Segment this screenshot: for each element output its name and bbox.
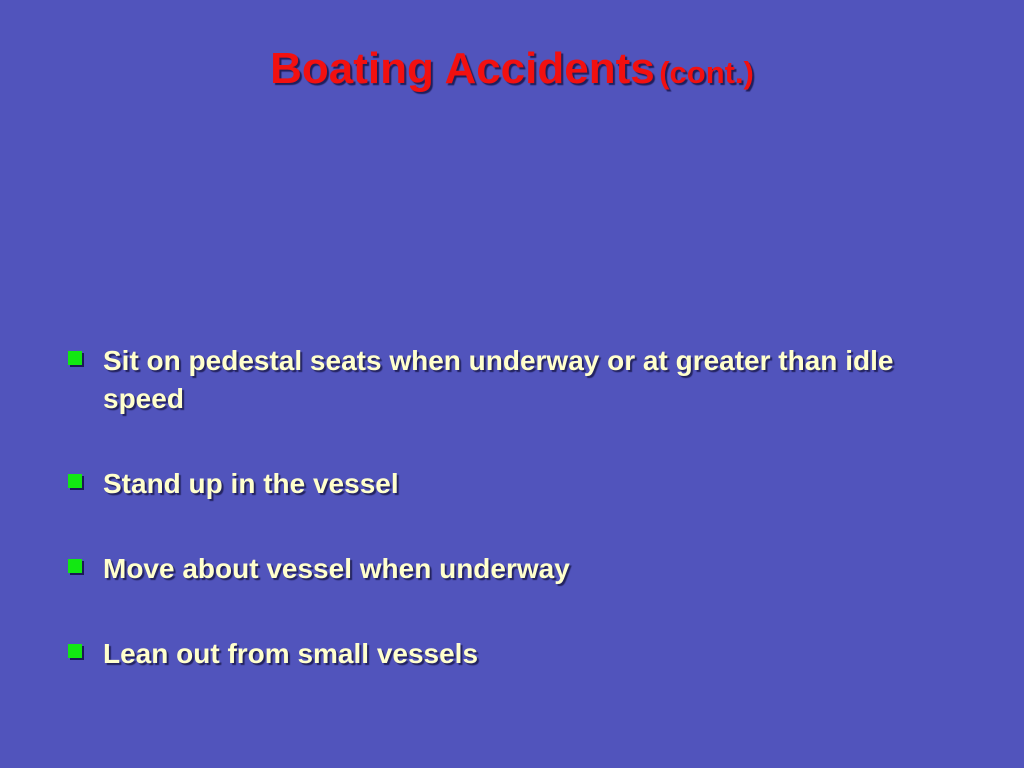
square-bullet-icon [68,644,82,658]
bullet-text: Sit on pedestal seats when underway or at greater than idle speed [103,345,894,414]
bullet-item [66,550,956,588]
slide-title-suffix: (cont.) [659,55,754,90]
bullet-list [66,342,956,720]
bullet-item [66,635,956,673]
slide-title-main: Boating Accidents [270,44,655,93]
bullet-text: Move about vessel when underway [103,553,570,584]
square-bullet-icon [68,559,82,573]
bullet-item [66,342,956,418]
slide-title [0,44,1024,94]
bullet-item [66,465,956,503]
square-bullet-icon [68,474,82,488]
bullet-text: Stand up in the vessel [103,468,399,499]
bullet-text: Lean out from small vessels [103,638,479,669]
square-bullet-icon [68,351,82,365]
